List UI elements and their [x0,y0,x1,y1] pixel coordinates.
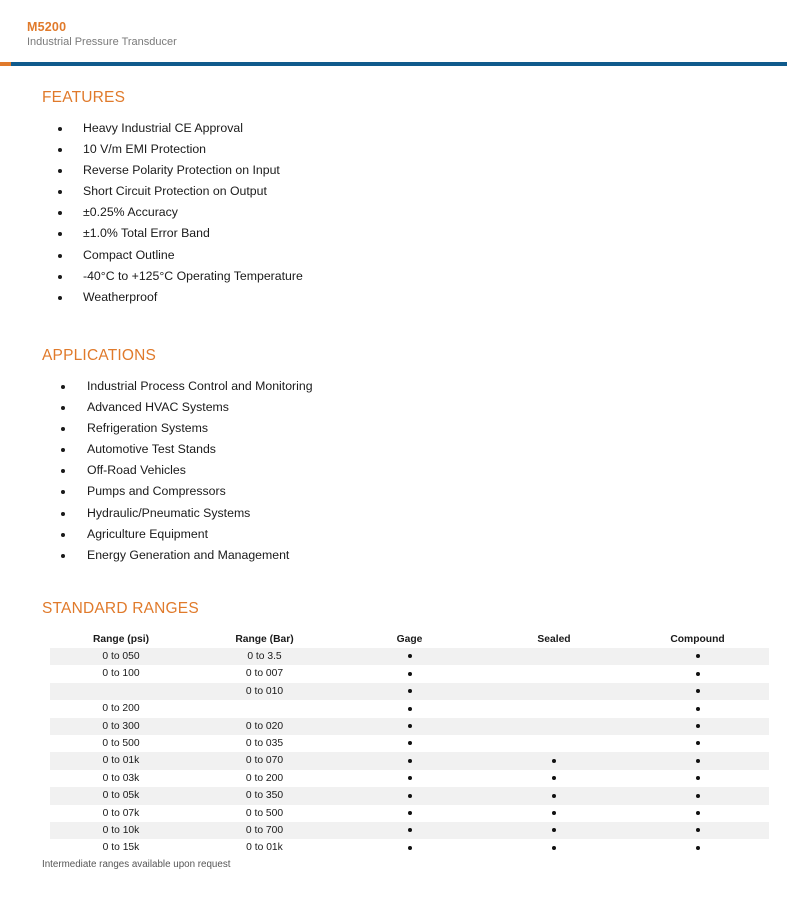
bullet-icon [61,490,65,494]
table-row [50,648,769,665]
table-row [50,822,769,839]
cell-compound [626,648,769,665]
column-header-range-psi: Range (psi) [92,634,150,645]
cell-range-psi: 0 to 01k [102,755,140,767]
list-item-text: Advanced HVAC Systems [87,400,229,415]
list-item-text: 10 V/m EMI Protection [83,142,207,157]
availability-dot-icon [408,724,412,728]
list-item [57,118,303,139]
list-item-text: Refrigeration Systems [87,421,208,436]
cell-range-psi: 0 to 07k [102,807,140,819]
bullet-icon [61,385,65,389]
availability-dot-icon [696,828,700,832]
list-item [60,397,313,418]
cell-sealed [482,700,626,717]
standard-ranges-table [50,632,769,857]
list-item [60,418,313,439]
availability-dot-icon [552,759,556,763]
bullet-icon [61,512,65,516]
cell-sealed [482,770,626,787]
cell-compound [626,700,769,717]
availability-dot-icon [696,794,700,798]
availability-dot-icon [408,846,412,850]
cell-gage [337,839,482,856]
cell-range-bar: 0 to 500 [245,807,284,819]
cell-gage [337,683,482,700]
cell-range-psi [50,683,192,700]
availability-dot-icon [408,672,412,676]
availability-dot-icon [552,828,556,832]
cell-compound [626,683,769,700]
cell-gage [337,665,482,682]
availability-dot-icon [408,776,412,780]
bullet-icon [58,275,62,279]
bullet-icon [61,533,65,537]
product-code: M5200 [27,20,67,34]
applications-list [60,376,313,566]
cell-sealed [482,752,626,769]
cell-compound [626,839,769,856]
cell-compound [626,752,769,769]
bullet-icon [61,469,65,473]
list-item-text: ±0.25% Accuracy [83,205,178,220]
column-header-compound: Compound [670,634,725,645]
bullet-icon [58,211,62,215]
table-row [50,665,769,682]
list-item-text: -40°C to +125°C Operating Temperature [83,268,303,283]
availability-dot-icon [696,811,700,815]
availability-dot-icon [408,707,412,711]
column-header-gage: Gage [396,634,423,645]
availability-dot-icon [408,811,412,815]
availability-dot-icon [696,776,700,780]
table-row [50,805,769,822]
list-item-text: Compact Outline [83,247,175,262]
cell-range-psi: 0 to 03k [102,772,140,784]
bullet-icon [58,296,62,300]
bullet-icon [58,232,62,236]
cell-sealed [482,718,626,735]
cell-range-bar: 0 to 020 [245,720,284,732]
cell-sealed [482,822,626,839]
cell-range-psi: 0 to 100 [102,668,140,680]
cell-range-psi: 0 to 500 [102,738,140,750]
list-item [60,481,313,502]
cell-range-psi: 0 to 300 [102,720,140,732]
availability-dot-icon [408,654,412,658]
cell-range-bar: 0 to 010 [245,685,284,697]
table-row [50,770,769,787]
list-item [57,139,303,160]
list-item [57,160,303,181]
list-item [60,524,313,545]
availability-dot-icon [696,654,700,658]
cell-range-psi: 0 to 10k [102,825,140,837]
list-item [57,266,303,287]
ranges-footnote: Intermediate ranges available upon request [42,859,231,870]
cell-compound [626,787,769,804]
table-row [50,683,769,700]
list-item [57,202,303,223]
list-item-text: Reverse Polarity Protection on Input [83,163,280,178]
cell-gage [337,648,482,665]
cell-range-bar: 0 to 350 [245,790,284,802]
cell-compound [626,718,769,735]
list-item-text: Hydraulic/Pneumatic Systems [87,505,251,520]
bullet-icon [61,406,65,410]
cell-sealed [482,735,626,752]
list-item [60,503,313,524]
table-header-row [50,632,769,648]
list-item-text: Agriculture Equipment [87,526,208,541]
list-item-text: Short Circuit Protection on Output [83,184,267,199]
list-item-text: Off-Road Vehicles [87,463,186,478]
cell-range-psi: 0 to 05k [102,790,140,802]
table-row [50,787,769,804]
cell-gage [337,752,482,769]
features-heading: FEATURES [42,89,126,106]
availability-dot-icon [408,794,412,798]
bullet-icon [61,448,65,452]
availability-dot-icon [408,759,412,763]
cell-sealed [482,683,626,700]
availability-dot-icon [696,707,700,711]
cell-gage [337,822,482,839]
product-subtitle: Industrial Pressure Transducer [27,36,177,48]
applications-heading: APPLICATIONS [42,347,157,364]
cell-gage [337,770,482,787]
availability-dot-icon [696,672,700,676]
availability-dot-icon [408,741,412,745]
column-header-range-bar: Range (Bar) [235,634,294,645]
cell-gage [337,805,482,822]
table-row [50,839,769,856]
header-accent-block [0,62,11,66]
bullet-icon [58,169,62,173]
list-item-text: Heavy Industrial CE Approval [83,121,243,135]
cell-gage [337,718,482,735]
bullet-icon [58,148,62,152]
cell-range-bar: 0 to 070 [245,755,284,767]
cell-range-psi: 0 to 200 [102,703,140,715]
availability-dot-icon [552,846,556,850]
list-item-text: ±1.0% Total Error Band [83,226,210,241]
list-item-text: Pumps and Compressors [87,484,226,499]
availability-dot-icon [552,811,556,815]
availability-dot-icon [552,776,556,780]
cell-range-bar: 0 to 007 [245,668,284,680]
cell-range-bar [192,700,337,717]
table-body [50,648,769,857]
table-row [50,752,769,769]
cell-gage [337,735,482,752]
availability-dot-icon [696,846,700,850]
cell-sealed [482,805,626,822]
cell-gage [337,787,482,804]
list-item [57,181,303,202]
list-item [57,245,303,266]
cell-range-psi: 0 to 15k [102,842,140,854]
list-item-text: Energy Generation and Management [87,547,290,562]
column-header-sealed: Sealed [537,634,571,645]
table-row [50,718,769,735]
cell-sealed [482,648,626,665]
list-item-text: Weatherproof [83,289,158,304]
cell-range-bar: 0 to 035 [245,738,284,750]
cell-compound [626,822,769,839]
table-row [50,735,769,752]
cell-sealed [482,665,626,682]
cell-compound [626,665,769,682]
list-item-text: Automotive Test Stands [87,442,216,457]
list-item [57,223,303,244]
cell-range-psi: 0 to 050 [102,651,140,662]
availability-dot-icon [408,828,412,832]
list-item [60,376,313,397]
availability-dot-icon [696,759,700,763]
cell-compound [626,805,769,822]
availability-dot-icon [696,741,700,745]
availability-dot-icon [408,689,412,693]
standard-ranges-heading: STANDARD RANGES [42,600,199,617]
cell-sealed [482,787,626,804]
table-row [50,700,769,717]
cell-compound [626,770,769,787]
availability-dot-icon [552,794,556,798]
header-divider-bar [0,62,787,66]
availability-dot-icon [696,689,700,693]
bullet-icon [58,190,62,194]
cell-range-bar: 0 to 01k [246,842,283,854]
list-item [60,460,313,481]
bullet-icon [58,127,62,131]
list-item [60,439,313,460]
features-list [57,118,303,308]
cell-sealed [482,839,626,856]
bullet-icon [61,427,65,431]
cell-compound [626,735,769,752]
bullet-icon [61,554,65,558]
availability-dot-icon [696,724,700,728]
cell-range-bar: 0 to 200 [245,772,284,784]
cell-gage [337,700,482,717]
list-item-text: Industrial Process Control and Monitoring [87,379,313,393]
cell-range-bar: 0 to 700 [245,825,284,837]
list-item [60,545,313,566]
cell-range-bar: 0 to 3.5 [247,651,282,662]
list-item [57,287,303,308]
bullet-icon [58,254,62,258]
